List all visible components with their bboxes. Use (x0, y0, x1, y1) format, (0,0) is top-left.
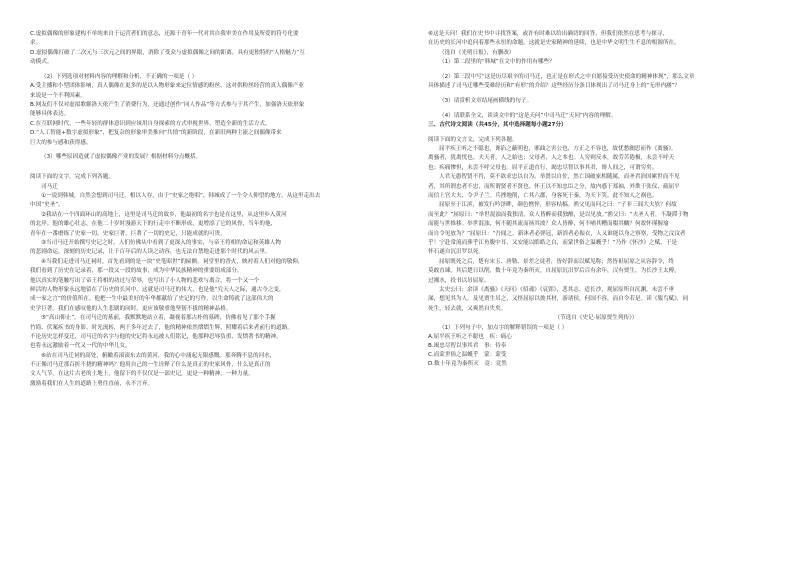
right-text-line: （4）请联系全文，谈谈文中的“这是天问”中司马迁“天问”内容的理解。 (439, 112, 617, 119)
left-text-line: 青年在一番磨练了史家一切。史家巨著，巨著了一切的史记，只能成就的可贵。 (30, 230, 226, 237)
right-text-line: 莫敢直谏。其后楚日以削，数十年竟为秦所灭。自屈原沉汨罗后百有余年，汉有贾生，为长沙王太傅， (428, 268, 680, 275)
left-text-line: D.虚拟偶像打破了二次元与三次元之间的界限，消除了受众与虚拟偶像之间的距离，具有更独特的“人格魅力”互 (30, 49, 305, 56)
right-text-line: 在历史的长河中追问着那些永恒的命题。这就是史家精神的延续，也是中华文明生生不息的根源所在。 (428, 40, 680, 47)
right-text-line: ⑥这是天问！我们在史书中寻找答案，或许有时难以给出确切的回答，但我们依然在思考与探寻， (428, 31, 668, 37)
right-text-line: 过湘水，投书以吊屈原。 (428, 277, 490, 284)
right-text-line: 涕，想见其为人。及见贾生吊之，又怪屈原以彼其材，游诸侯，何国不容，而自令若是。读《服鸟赋》，同 (428, 296, 689, 303)
left-text-line: ⑤“高山仰止”。在司马迁的墓前，我默默地站立着，凝视着那古朴的墓碑，仿佛看见了那个手握 (41, 315, 276, 322)
left-text-line: A.受主播和小型团体影响，真人偶像在更多的是以人物形象来定位情感的粉丝，这对供粉丝经营的真人偶像产业 (30, 83, 305, 90)
right-text-line: D.数十年竟为秦所灭 竟：竟然 (428, 361, 507, 368)
right-text-line: 三、古代诗文阅读（共45分，其中选择题每小题27分） (428, 122, 567, 129)
left-text-line: 来说是一个不利因素。 (30, 92, 86, 99)
right-text-line: 者，其所谓忠者不忠，而所谓贤者不贤也。怀王以不知忠臣之分，故内惑于郑袖，外欺于张仪，疏屈平 (428, 183, 680, 190)
left-text-line: 不正像司马迁那百折不挠的精神吗？他用自己的一生诠释了什么是真正的史家风骨，什么是真正的 (30, 362, 271, 369)
left-text-line (30, 168, 385, 172)
left-text-line: ③当司马迁开始撰写史记之时，人们仿佛从中看到了更深入的事实，与帝王将相的命运和英雄人物 (41, 240, 281, 246)
left-text-line: （3）哪些原因造就了虚拟偶像产业的发展？根据材料分点概括。 (41, 154, 202, 161)
right-text-line: （1）第二段里的“韩城”在文中的作用有哪些？ (439, 59, 555, 66)
left-text-line: 不论历史怎样变迁，司马迁的名字与他的史记将永远被人们铭记，他那种忍辱负重、发愤著书的精神， (30, 333, 282, 340)
left-text-line: ①一说到韩城，自然会想到司马迁。相以人存，由于“史家之绝唱”，韩城成了一个令人仰望的地方，从这里走出去 (41, 193, 321, 200)
right-text-line (428, 130, 764, 134)
left-text-line: 能够具体表达。 (30, 111, 70, 118)
right-text-line (428, 92, 764, 96)
right-text-line: 屈平疾王听之不聪也，谗谄之蔽明也，邪曲之害公也，方正之不容也，故忧愁幽思而作《离骚》。 (439, 146, 677, 153)
right-text-line: 具体描述了司马迁哪些受难经历和“有形”的介绍？这些经历分条目体现出了司马迁身上的“无形内涵”？ (428, 83, 681, 90)
right-text-line: 人君无愚智贤不肖，莫不欲求忠以自为，举贤以自佐，然亡国破家相随属，而圣君治国累世而不见 (439, 174, 680, 181)
right-text-line: C.而蒙世俗之温蠖乎 蒙：蒙受 (428, 352, 507, 359)
left-text-line: 中国“史圣”。 (30, 202, 64, 209)
right-text-line: 而自令见放为？”屈原曰：“吾闻之，新沐者必弹冠，新浴者必振衣，人又谁能以身之察察，受物之汶汶者 (428, 230, 686, 237)
right-text-line: A.屈平疾王听之不聪也 疾：痛心 (428, 333, 512, 340)
right-text-line (428, 106, 764, 110)
left-text-line: 鲜活的人物形象永远地留在了历史的长河中。这就是司马迁的伟大，也是他“究天人之际，通古今之变， (30, 286, 285, 293)
left-text-line: 我们看到了历史在记录着，那一段又一段的故事，成为中华民族精神的重要组成部分。 (30, 268, 243, 275)
right-text-line: 而能与世推移。举世混浊，何不随其流而扬其波？众人皆醉，何不哺其糟而啜其醨？何故怀瑾握瑜 (428, 221, 669, 228)
right-text-line: （选自《光明日报》，有删改） (439, 49, 515, 56)
left-text-line: 的北岸。他的雄心壮志，在他二十岁时漫游天下的行走中不断形成，更增添了它的风骨，当年的他， (30, 221, 277, 228)
right-text-line: （3）请赏析文章结尾画横线的句子。 (439, 97, 533, 104)
left-text-line: 阅读下面的文字，完成下列各题。 (30, 174, 114, 181)
left-text-line (30, 68, 385, 72)
left-text-line: D.“人工智能+数字虚拟形象”，把复杂的形象审美推向“共情”的新阶段，在新旧两种主流之间偶像带来 (30, 130, 282, 137)
right-text-line: B.竭忠尽智以事其君 事：侍奉 (428, 343, 507, 349)
left-text-line (30, 163, 385, 167)
left-text-line: 求。 (30, 40, 42, 47)
left-text-line: C.虚拟偶像的形象建构不单纯来自于运营者们的意志，还源于青年一代对其自我审美在作用及所爱的符号化要 (30, 31, 299, 37)
left-text-line: 史学巨著。我们在感叹他的人生悲剧的同时，更应该敬重他坚韧不拔的精神品格。 (30, 305, 232, 312)
left-text-line: 文人气节。在这片古老的土地上，他留下的不仅仅是一部史记，更是一种精神、一种力量， (30, 371, 254, 378)
left-text-line: C.在互联网时代，一些年轻的群体意识到应该用自身探索的方式审视世界，塑造全新的生活方式。 (30, 120, 271, 127)
left-column (30, 30, 385, 389)
left-text-line: 动模式。 (30, 59, 53, 66)
right-text-line: 屈原既死之后，楚有宋玉、唐勒、景差之徒者，皆好辞而以赋见称；然皆祖屈原之从容辞令，终 (439, 258, 674, 265)
left-text-line (30, 148, 385, 152)
right-text-line: （1）下列句子中，加点字的解释错误的一项是（ ） (439, 324, 568, 331)
right-text-line: 怀石遂自沉汨罗以死。 (428, 249, 484, 256)
right-text-line: 也；疾痛惨怛，未尝不呼父母也。屈平正道直行，竭忠尽智以事其君，谗人间之，可谓穷矣。 (428, 164, 658, 171)
right-text-line: 乎！宁赴常流而葬乎江鱼腹中耳，又安能以皓皓之白，而蒙世俗之温蠖乎！”乃作《怀沙》之赋。于是 (428, 240, 678, 246)
right-text-line: 阅读下面的文言文，完成下列各题。 (428, 136, 518, 143)
left-text-line: ④当我们走进司马迁祠时，首先看到的是一块“史笔昭世”的匾额。祠堂里的香火，映衬着人们对他的敬仰， (41, 258, 304, 265)
left-text-line: ⑥站在司马迁祠的高处，俯瞰着滚滚东去的黄河，我的心中涌起无限感慨。那奔腾不息的河水， (41, 352, 276, 359)
left-text-line: 成一家之言”的价值所在。他把一生中最美好的年华都献给了史记的写作，以生命铸就了这部伟大的 (30, 296, 274, 303)
right-text-line: 离骚者，犹离忧也。夫天者，人之始也；父母者，人之本也。人穷则反本，故劳苦倦极，未尝不呼天 (428, 155, 675, 162)
right-column (428, 30, 764, 369)
left-text-line: B.网友们不仅对虚拟歌姬洛天依产生了消费行为，还通过创作“同人作品”等方式参与于其产生，加强洛天依形象 (30, 102, 305, 109)
right-text-line (428, 68, 764, 72)
right-text-line: 而至此？”屈原曰：“举世混浊而我独清，众人皆醉而我独醒，是以见放。”渔父曰：“夫圣人者，不凝滞于物 (428, 211, 689, 218)
right-text-line: 死生，轻去就，又爽然自失矣。 (428, 305, 507, 312)
left-text-line: 也将永远激励着一代又一代的中华儿女。 (30, 343, 131, 350)
right-text-line: 太史公曰：余读《离骚》《天问》《招魂》《哀郢》，悲其志。适长沙，观屈原所自沉渊，未尝不垂 (439, 286, 674, 293)
left-text-line: （2）下列选项对材料内容的理解和分析，不正确的一项是（ ） (41, 73, 198, 80)
left-text-line: 激励着我们在人生的道路上勇往直前，永不言弃。 (30, 380, 154, 387)
left-text-line: 的悲剧命运，深刻的历史记录，让千百年后的人读之动容，也无法自禁地走进那个时代的风云里。 (30, 249, 271, 256)
left-text-line: ②我站在一个四面环山的高地上，这里是司马迁的故乡，他最初的名字也是在这里，从这里步入黄河 (41, 211, 287, 218)
right-text-line: （节选自《史记·屈原贾生列传》） (554, 315, 638, 322)
left-text-line: 他以真实的笔触写出了帝王将相的功过与荣辱，也写出了小人物的悲欢与离合，将一个又一个 (30, 277, 260, 284)
right-text-line: 而信上官大夫、令尹子兰。兵挫地削，亡其六郡，身客死于秦，为天下笑。此不知人之祸也。 (428, 193, 658, 200)
left-text-line: 竹简、伏案疾书的身影。时光流转，两千多年过去了，他的精神依然熠熠生辉，照耀着后来者前行的道路。 (30, 324, 293, 331)
left-text-line: 巨大的参与感和获得感。 (30, 139, 92, 146)
right-text-line: 屈原至于江滨，被发行吟泽畔，颜色憔悴，形容枯槁。渔父见而问之曰：“子非三闾大夫欤？何故 (439, 202, 677, 209)
right-text-line: （2）第三段中写“这是历尽艰辛的司马迁，也正是在形式之中自愿接受历史使命的精神体现”，那么文章 (439, 73, 695, 80)
left-text-line: 司马迁 (41, 183, 58, 190)
